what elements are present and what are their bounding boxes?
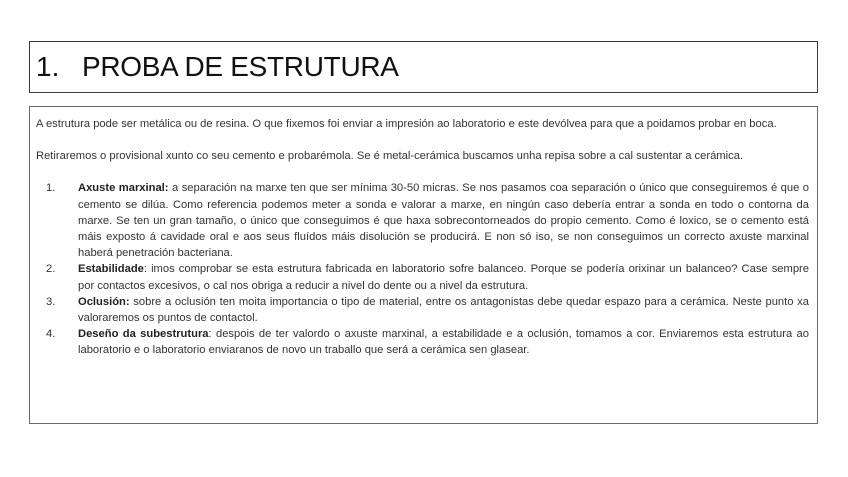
list-item-number: 3. [46,295,56,308]
list-item-body [78,294,809,326]
intro-paragraph: A estrutura pode ser metálica ou de resina. O que fixemos foi enviar a impresión ao laboratorio e este devólvea para que a poidamos probar en boca. [36,118,777,130]
title-box [29,41,818,93]
list-item [36,261,809,293]
list-item-number: 2. [46,263,56,276]
list-item-term: Axuste marxinal: [78,182,169,195]
list-item-term: Estabilidade [78,263,144,276]
list-item-body [78,180,809,261]
list-item-body [78,261,809,293]
list-item-text: : imos comprobar se esta estrutura fabricada en laboratorio sofre balanceo. Porque se podería orixinar un balanceo? Case sempre por contactos excesivos, o cal nos obriga a reducir a nivel do dente ou a nivel da estrutura. [78,263,809,292]
list-item-text: : despois de ter valordo o axuste marxinal, a estabilidade e a oclusión, tomamos a cor. Enviaremos esta estrutura ao laboratorio e o laboratorio enviaranos de novo un traballo que será a cerámica sen glasear. [78,328,809,357]
list-item-text: a separación na marxe ten que ser mínima 30-50 micras. Se nos pasamos coa separación o único que conseguiremos é que o cemento se dilúa. Como referencia podemos meter a sonda e valorar a marxe, en ningún caso debería entrar a sonda en todo o contorna da marxe. Se ten un gran tamaño, o único que conseguimos é que haxa sobrecontorneados do propio cemento. Como é loxico, se o cemento está máis exposto á cavidade oral e aos seus fluídos máis disolución se producirá. E non só iso, se non conseguimos un correcto axuste marxinal haberá penetración bacteriana. [78,182,810,260]
list-item-body [78,326,809,358]
list-item-number: 4. [46,328,56,341]
list-item [36,294,809,326]
title-number: 1. [36,51,60,82]
list-item-number: 1. [46,182,56,195]
list-item-term: Oclusión: [78,295,130,308]
page-title: PROBA DE ESTRUTURA [82,51,399,82]
list-item [36,180,809,261]
list-item [36,326,809,358]
list-item-term: Deseño da subestrutura [78,328,209,341]
procedure-paragraph: Retiraremos o provisional xunto co seu cemento e probarémola. Se é metal-cerámica buscamos unha repisa sobre a cal sustentar a cerámica. [36,150,744,163]
numbered-list [36,180,809,358]
content-box [29,106,818,424]
list-item-text: sobre a oclusión ten moita importancia o tipo de material, entre os antagonistas debe quedar espazo para a cerámica. Neste punto xa valoraremos os puntos de contactol. [78,295,809,325]
